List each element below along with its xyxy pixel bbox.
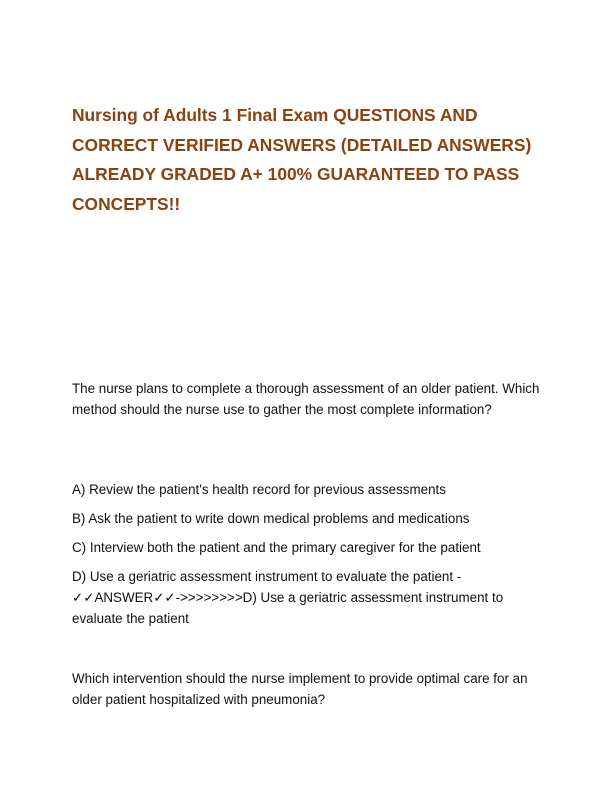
question-1-text: The nurse plans to complete a thorough assessment of an older patient. Which method should the nurse use to gather the most complete information? <box>72 381 540 417</box>
question-1-option-a: A) Review the patient's health record for previous assessments <box>72 482 446 497</box>
document-title: Nursing of Adults 1 Final Exam QUESTIONS AND CORRECT VERIFIED ANSWERS (DETAILED ANSWERS) ALREADY GRADED A+ 100% GUARANTEED TO PASS CONCEPTS!! <box>72 105 532 214</box>
question-1-option-d-with-answer: D) Use a geriatric assessment instrument to evaluate the patient - ✓✓ANSWER✓✓->>>>>>>>D) Use a geriatric assessment instrument to evaluate the patient <box>72 569 504 626</box>
question-2-text: Which intervention should the nurse implement to provide optimal care for an older patient hospitalized with pneumonia? <box>72 671 528 707</box>
question-1-option-b: B) Ask the patient to write down medical problems and medications <box>72 511 470 526</box>
question-1-option-c: C) Interview both the patient and the primary caregiver for the patient <box>72 540 481 555</box>
